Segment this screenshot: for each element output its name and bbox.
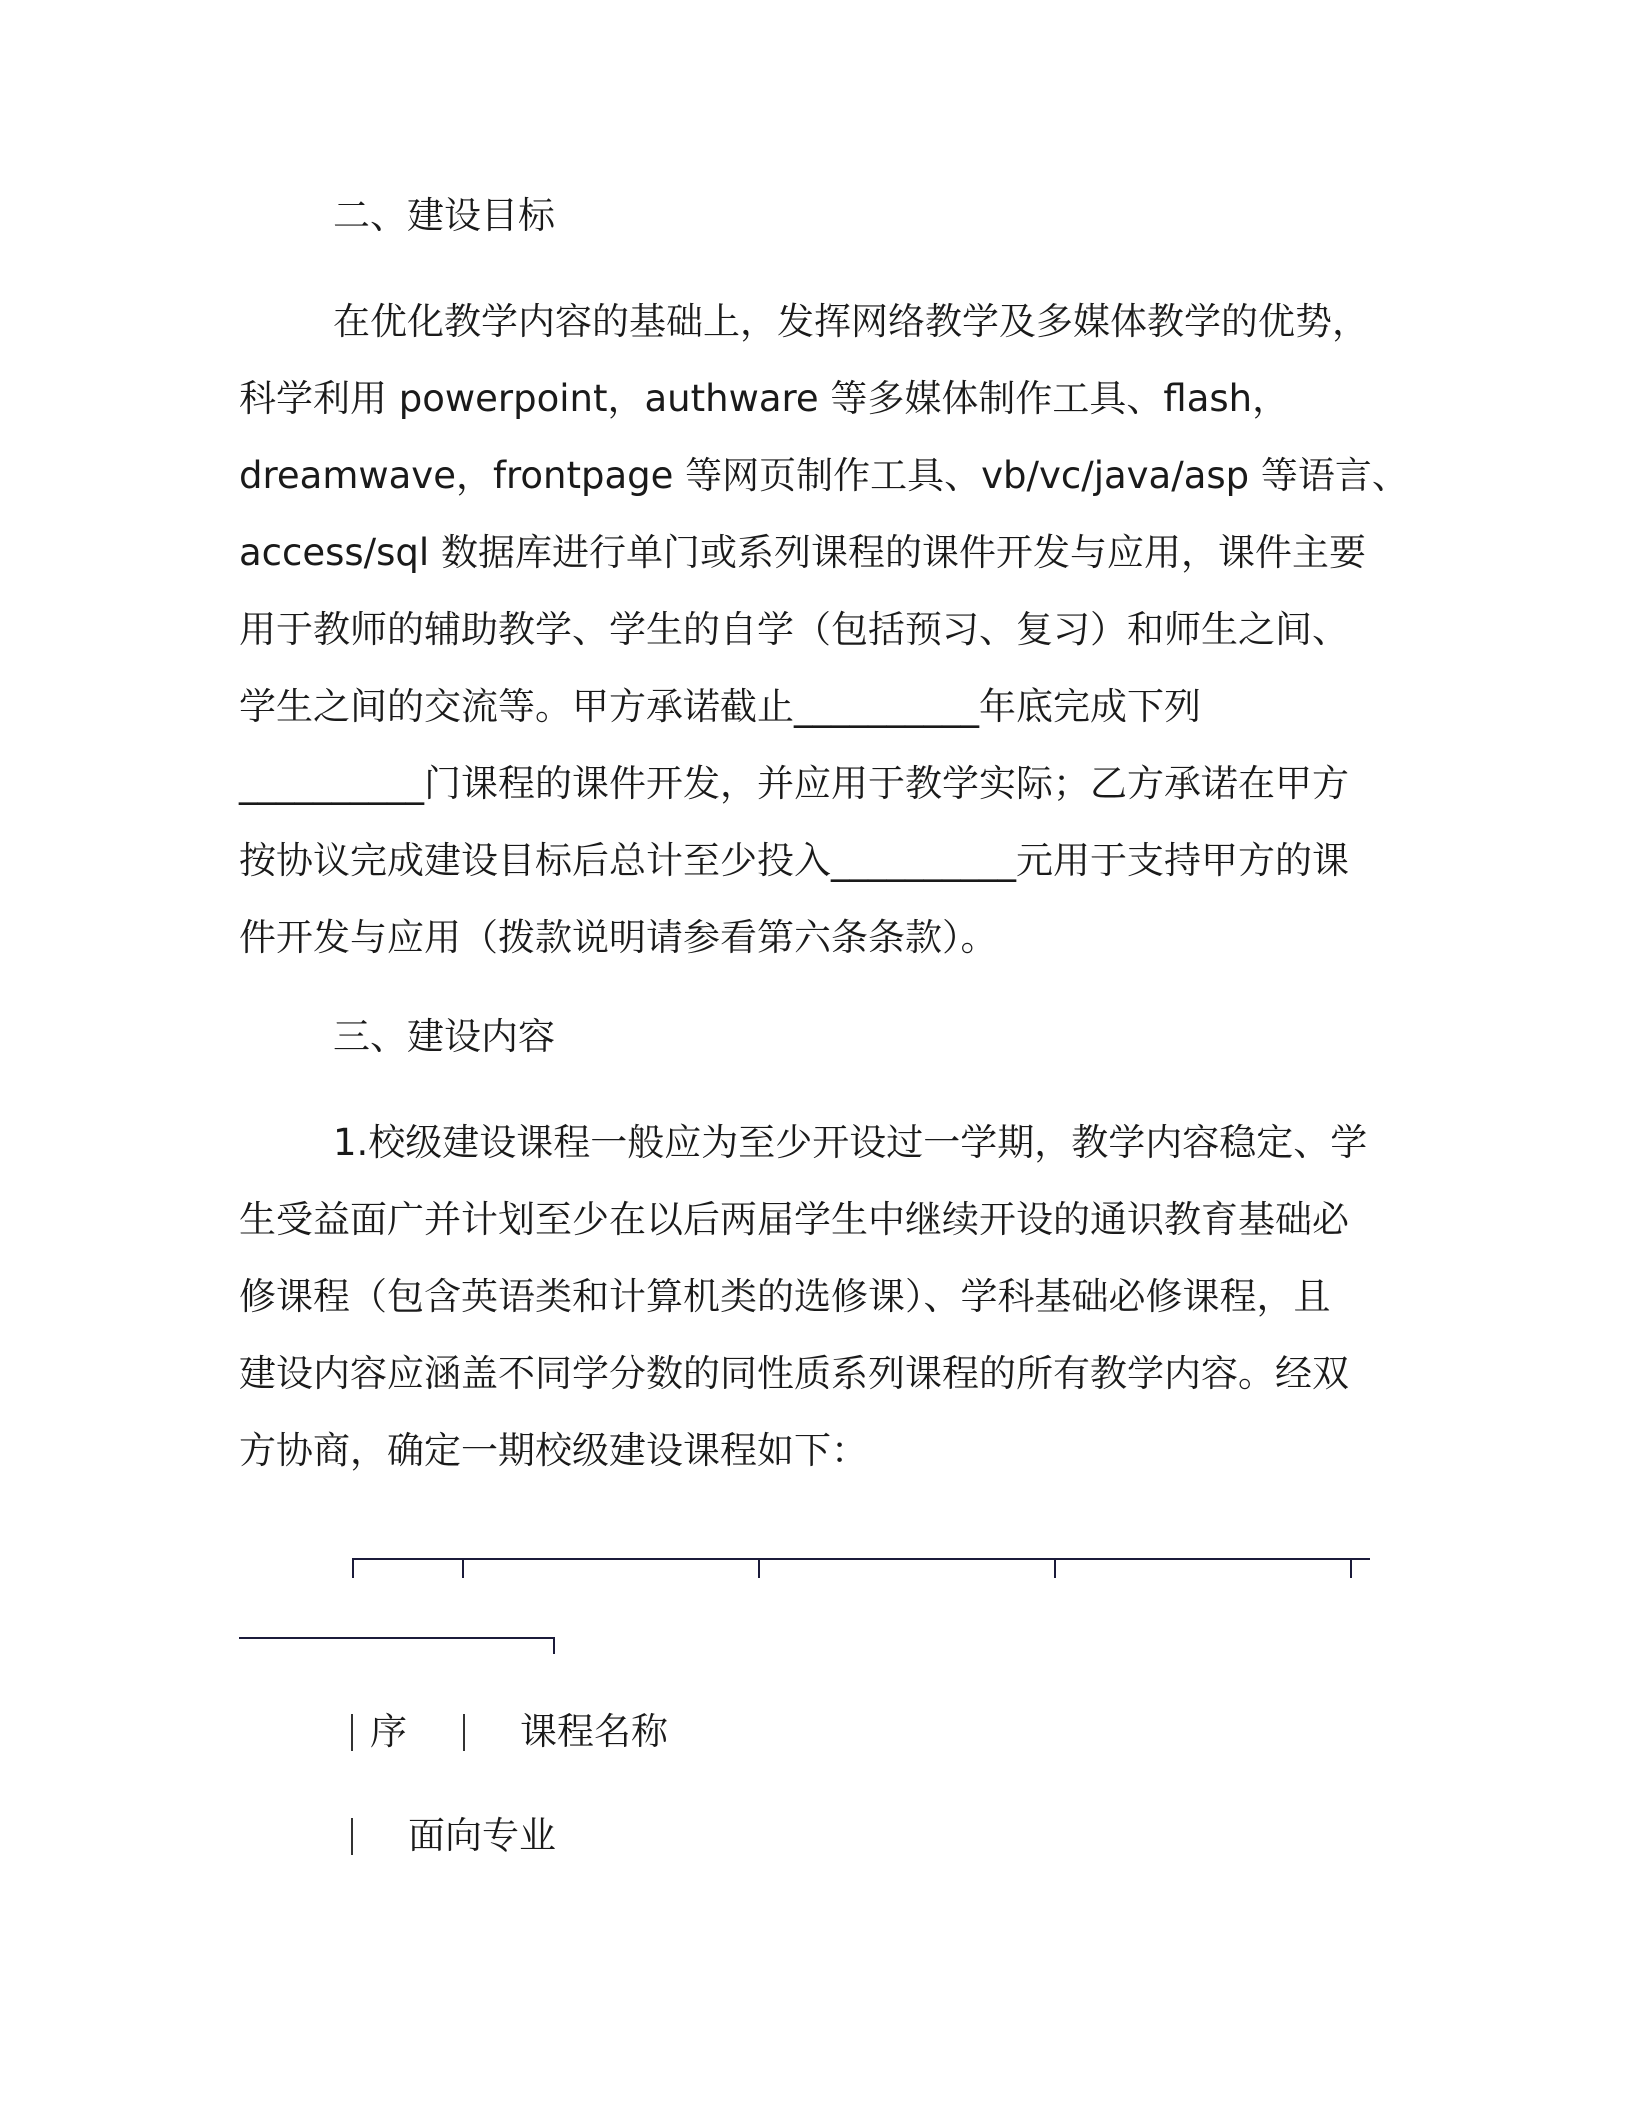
paragraph-line: 科学利用 powerpoint，authware 等多媒体制作工具、flash， xyxy=(239,377,1290,420)
header-cell-seq: 序 xyxy=(370,1710,407,1753)
cell-separator xyxy=(351,1818,353,1855)
table-column-tick xyxy=(1054,1558,1056,1578)
paragraph-line: access/sql 数据库进行单门或系列课程的课件开发与应用，课件主要 xyxy=(239,531,1366,574)
paragraph-line: 方协商，确定一期校级建设课程如下： xyxy=(239,1429,868,1472)
table-column-tick xyxy=(352,1558,354,1578)
paragraph-line: 件开发与应用（拨款说明请参看第六条条款）。 xyxy=(239,916,998,959)
section-3-paragraph xyxy=(239,1104,1379,1489)
paragraph-line: dreamwave，frontpage 等网页制作工具、vb/vc/java/asp 等语言、 xyxy=(239,454,1409,497)
paragraph-line: 修课程（包含英语类和计算机类的选修课）、学科基础必修课程，且 xyxy=(239,1275,1331,1318)
table-top-border xyxy=(352,1558,1370,1560)
cell-separator xyxy=(463,1714,465,1751)
paragraph-line: 用于教师的辅助教学、学生的自学（包括预习、复习）和师生之间、 xyxy=(239,608,1349,651)
paragraph-line: 生受益面广并计划至少在以后两届学生中继续开设的通识教育基础必 xyxy=(239,1198,1349,1241)
paragraph-line: 按协议完成建设目标后总计至少投入__________元用于支持甲方的课 xyxy=(239,839,1349,882)
table-column-tick xyxy=(462,1558,464,1578)
header-cell-major: 面向专业 xyxy=(408,1814,556,1857)
paragraph-line: __________门课程的课件开发，并应用于教学实际；乙方承诺在甲方 xyxy=(239,762,1349,805)
paragraph-line: 在优化教学内容的基础上，发挥网络教学及多媒体教学的优势， xyxy=(333,300,1369,343)
paragraph-line: 建设内容应涵盖不同学分数的同性质系列课程的所有教学内容。经双 xyxy=(239,1352,1349,1395)
header-cell-course-name: 课程名称 xyxy=(520,1710,668,1753)
section-2-heading: 二、建设目标 xyxy=(333,194,555,237)
table-column-tick xyxy=(553,1637,555,1654)
table-column-tick xyxy=(758,1558,760,1578)
paragraph-line: 1.校级建设课程一般应为至少开设过一学期，教学内容稳定、学 xyxy=(333,1121,1368,1164)
paragraph-line: 学生之间的交流等。甲方承诺截止__________年底完成下列 xyxy=(239,685,1201,728)
table-column-tick xyxy=(1350,1558,1352,1578)
section-3-heading: 三、建设内容 xyxy=(333,1015,555,1058)
table-inner-border xyxy=(239,1637,555,1639)
section-2-paragraph xyxy=(239,283,1409,976)
cell-separator xyxy=(351,1714,353,1751)
